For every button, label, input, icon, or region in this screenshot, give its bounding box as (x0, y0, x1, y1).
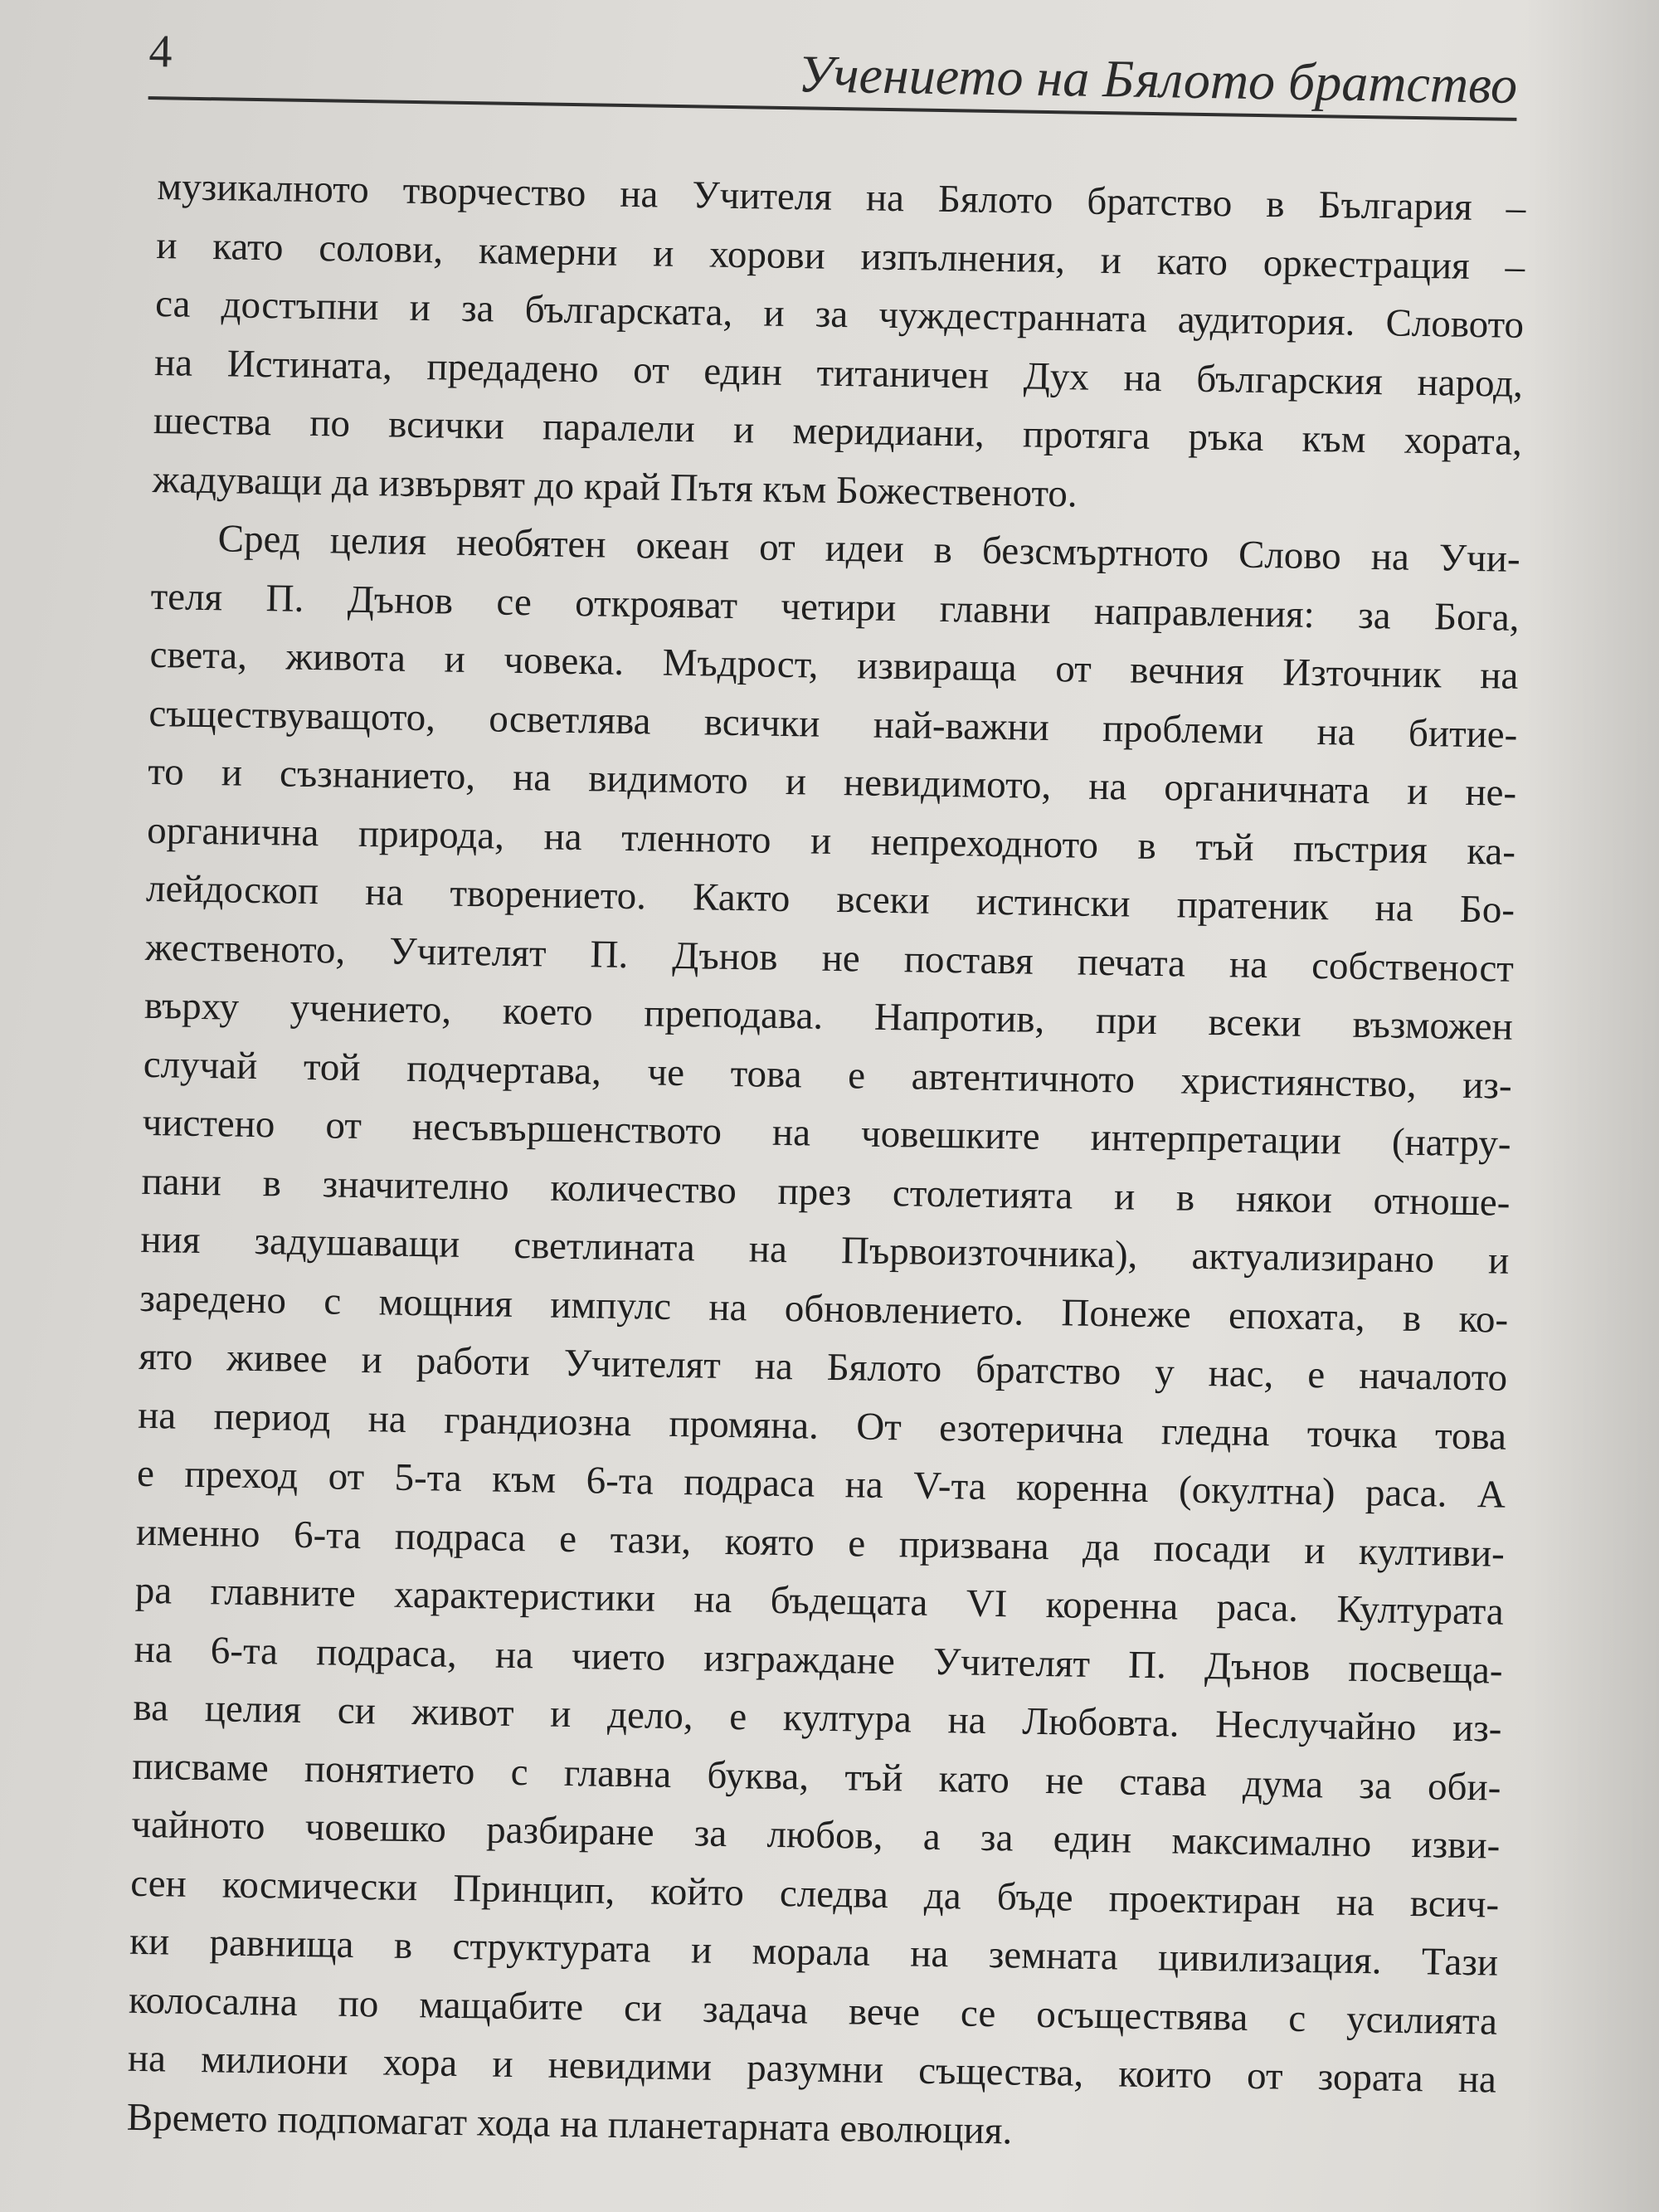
text-line: е преход от 5-та към 6-та подраса на V-та коренна (окултна) раса. А (136, 1451, 1506, 1517)
text-line: на период на грандиозна промяна. От езотерична гледна точка това (137, 1393, 1507, 1459)
text-line: ва целия си живот и дело, е култура на Любовта. Неслучайно из- (133, 1685, 1502, 1751)
text-line: жественото, Учителят П. Дънов не поставя печата на собственост (144, 925, 1515, 991)
text-line: ято живее и работи Учителят на Бялото братство у нас, е началото (138, 1334, 1508, 1400)
text-line: на Истината, предадено от един титаничен Дух на българския народ, (153, 340, 1524, 406)
text-line: ки равнища в структурата и морала на земната цивилизация. Тази (129, 1919, 1499, 1985)
text-line: пани в значително количество през столетията и в някои отноше- (141, 1159, 1511, 1225)
page-curl-shadow (1526, 0, 1659, 2212)
text-line: на милиони хора и невидими разумни същества, които от зората на (127, 2036, 1497, 2102)
text-line: лейдоскоп на творението. Както всеки истински пратеник на Бо- (145, 866, 1515, 932)
text-line: сен космически Принцип, който следва да бъде проектиран на всич- (129, 1861, 1500, 1927)
text-line: на 6-та подраса, на чието изграждане Учителят П. Дънов посвеща- (134, 1627, 1503, 1693)
page-number: 4 (148, 25, 173, 78)
text-line: чайното човешко разбиране за любов, а за един максимално изви- (131, 1802, 1501, 1868)
text-line: шества по всички паралели и меридиани, протяга ръка към хората, (153, 398, 1523, 464)
text-line: музикалното творчество на Учителя на Бялото братство в България – (157, 164, 1526, 230)
text-line: света, живота и човека. Мъдрост, извираща от вечния Източник на (149, 632, 1519, 698)
text-line: колосална по мащабите си задача вече се осъществява с усилията (128, 1978, 1498, 2044)
text-line: върху учението, което преподава. Напротив, при всеки възможен (144, 983, 1514, 1049)
body-text (126, 158, 1525, 2168)
text-line: то и съзнанието, на видимото и невидимото, на органичната и не- (147, 749, 1517, 815)
text-line: случай той подчертава, че това е автентичното християнство, из- (143, 1042, 1513, 1108)
text-line: Сред целия необятен океан от идеи в безсмъртното Слово на Учи- (217, 517, 1521, 581)
text-line: органична природа, на тленното и непреходното в тъй пъстрия ка- (146, 808, 1516, 874)
page-header (148, 25, 1518, 154)
text-line: и като солови, камерни и хорови изпълнения, и като оркестрация – (155, 223, 1525, 289)
text-line: съществуващото, осветлява всички най-важни проблеми на битие- (148, 691, 1518, 757)
text-line: ра главните характеристики на бъдещата VI коренна раса. Културата (134, 1568, 1505, 1634)
text-line: заредено с мощния импулс на обновлението. Понеже епохата, в ко- (139, 1276, 1509, 1342)
text-line: ния задушаващи светлината на Първоизточника), актуализирано и (140, 1217, 1510, 1283)
text-line: Времето подпомагат хода на планетарната еволюция. (126, 2095, 1013, 2152)
running-title: Учението на Бялото братство (797, 44, 1518, 114)
text-line: писваме понятието с главна буква, тъй като не става дума за оби- (132, 1744, 1501, 1810)
text-line: чистено от несъвършенството на човешките интерпретации (натру- (142, 1100, 1511, 1166)
text-line: именно 6-та подраса е тази, която е призвана да посади и култиви- (135, 1510, 1506, 1576)
text-line: теля П. Дънов се открояват четири главни направления: за Бога, (150, 574, 1520, 640)
text-line: жадуващи да извървят до край Пътя към Божественото. (152, 457, 1078, 515)
text-line: са достъпни и за българската, и за чуждестранната аудитория. Словото (154, 281, 1525, 347)
